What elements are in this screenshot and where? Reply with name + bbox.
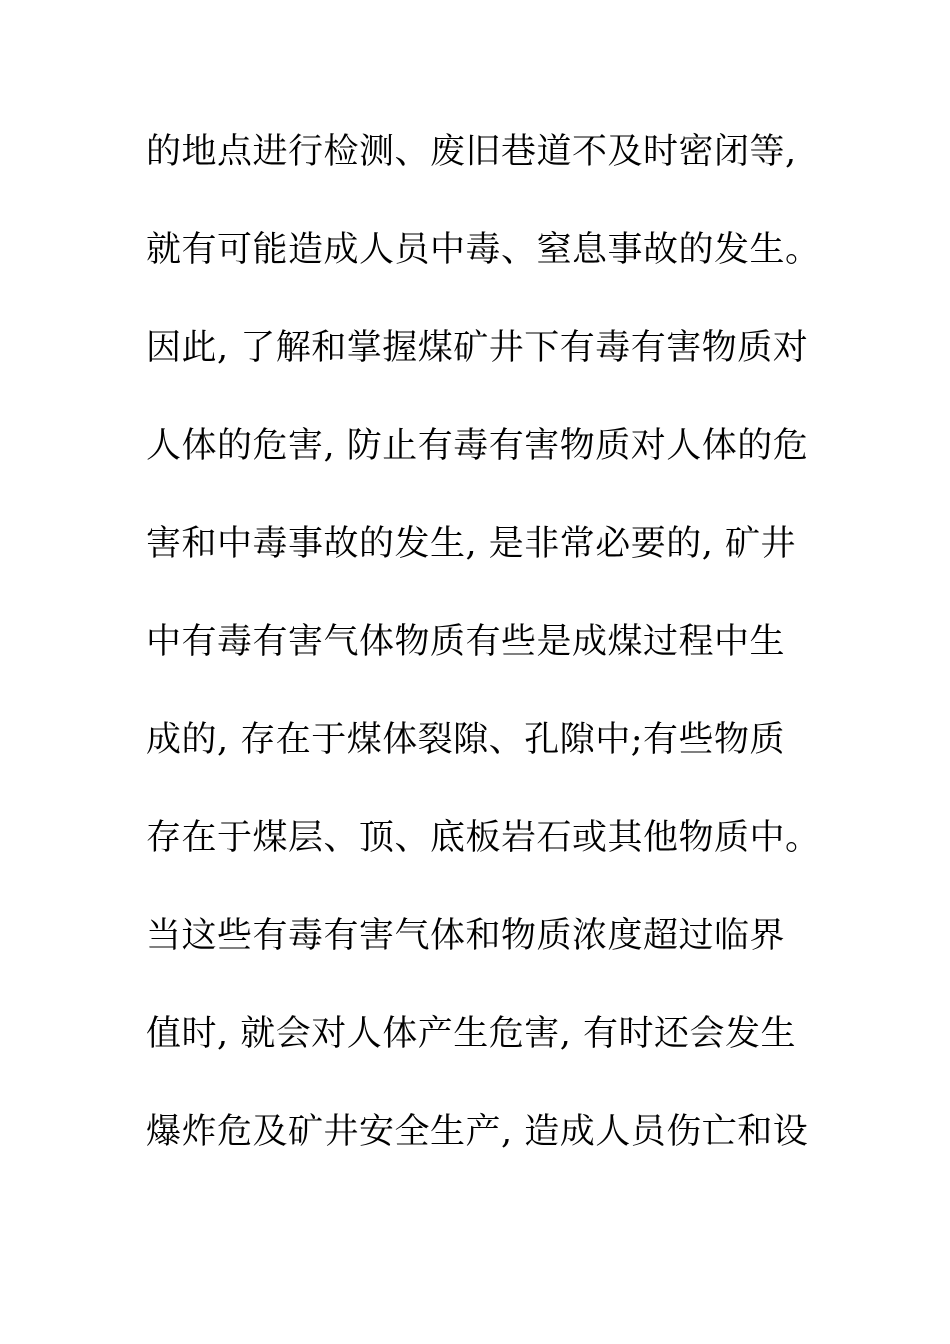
text-line-7: 成的, 存在于煤体裂隙、孔隙中;有些物质 xyxy=(146,720,786,760)
text-line-8: 存在于煤层、顶、底板岩石或其他物质中。 xyxy=(146,818,821,858)
text-line-2: 就有可能造成人员中毒、窒息事故的发生。 xyxy=(146,230,821,270)
text-line-1: 的地点进行检测、废旧巷道不及时密闭等, xyxy=(146,132,797,172)
text-line-10: 值时, 就会对人体产生危害, 有时还会发生 xyxy=(146,1014,797,1054)
body-paragraph xyxy=(146,120,821,1198)
text-line-4: 人体的危害, 防止有毒有害物质对人体的危 xyxy=(146,426,809,466)
text-line-11: 爆炸危及矿井安全生产, 造成人员伤亡和设 xyxy=(146,1112,809,1152)
text-line-6: 中有毒有害气体物质有些是成煤过程中生 xyxy=(146,622,786,662)
text-line-9: 当这些有毒有害气体和物质浓度超过临界 xyxy=(146,916,786,956)
text-line-5: 害和中毒事故的发生, 是非常必要的, 矿井 xyxy=(146,524,797,564)
text-line-3: 因此, 了解和掌握煤矿井下有毒有害物质对 xyxy=(146,328,809,368)
